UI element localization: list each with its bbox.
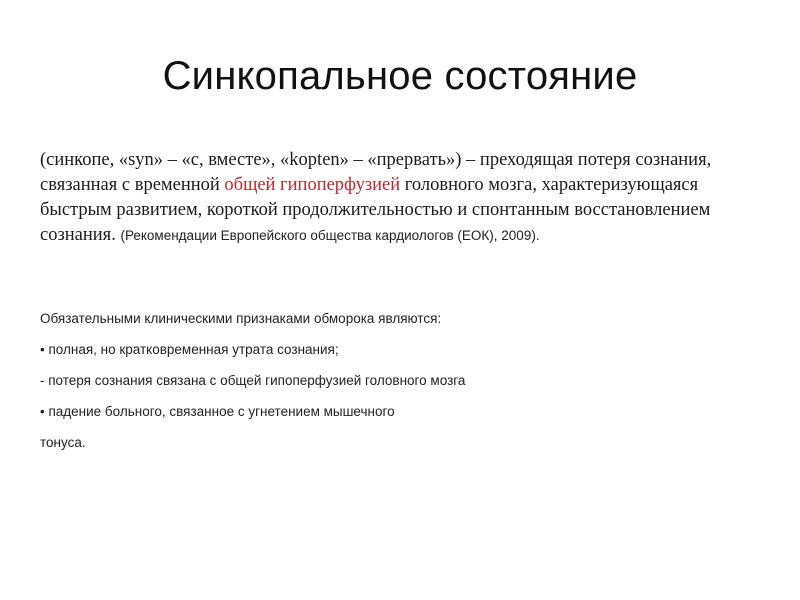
signs-intro: Обязательными клиническими признаками обморока являются: xyxy=(40,311,442,326)
sign-item: • падение больного, связанное с угнетением мышечного xyxy=(40,404,395,419)
sign-item: - потеря сознания связана с общей гипоперфузией головного мозга xyxy=(40,373,466,388)
definition-text-start: (синкопе, «syn» – «с, вместе», «kopten» – «прервать») – преходящая потеря сознания, связанная с временной xyxy=(40,150,712,195)
sign-item: • полная, но кратковременная утрата сознания; xyxy=(40,342,339,357)
definition-paragraph xyxy=(40,148,770,248)
clinical-signs xyxy=(40,311,760,466)
definition-citation: (Рекомендации Европейского общества кардиологов (ЕОК), 2009). xyxy=(120,228,540,243)
sign-item: тонуса. xyxy=(40,435,86,450)
definition-text-end: головного мозга, характеризующаяся быстрым развитием, короткой продолжительностью и спонтанным восстановлением сознания. xyxy=(40,175,711,245)
definition-highlight: общей гипоперфузией xyxy=(224,175,401,195)
slide-title: Синкопальное состояние xyxy=(162,54,638,98)
